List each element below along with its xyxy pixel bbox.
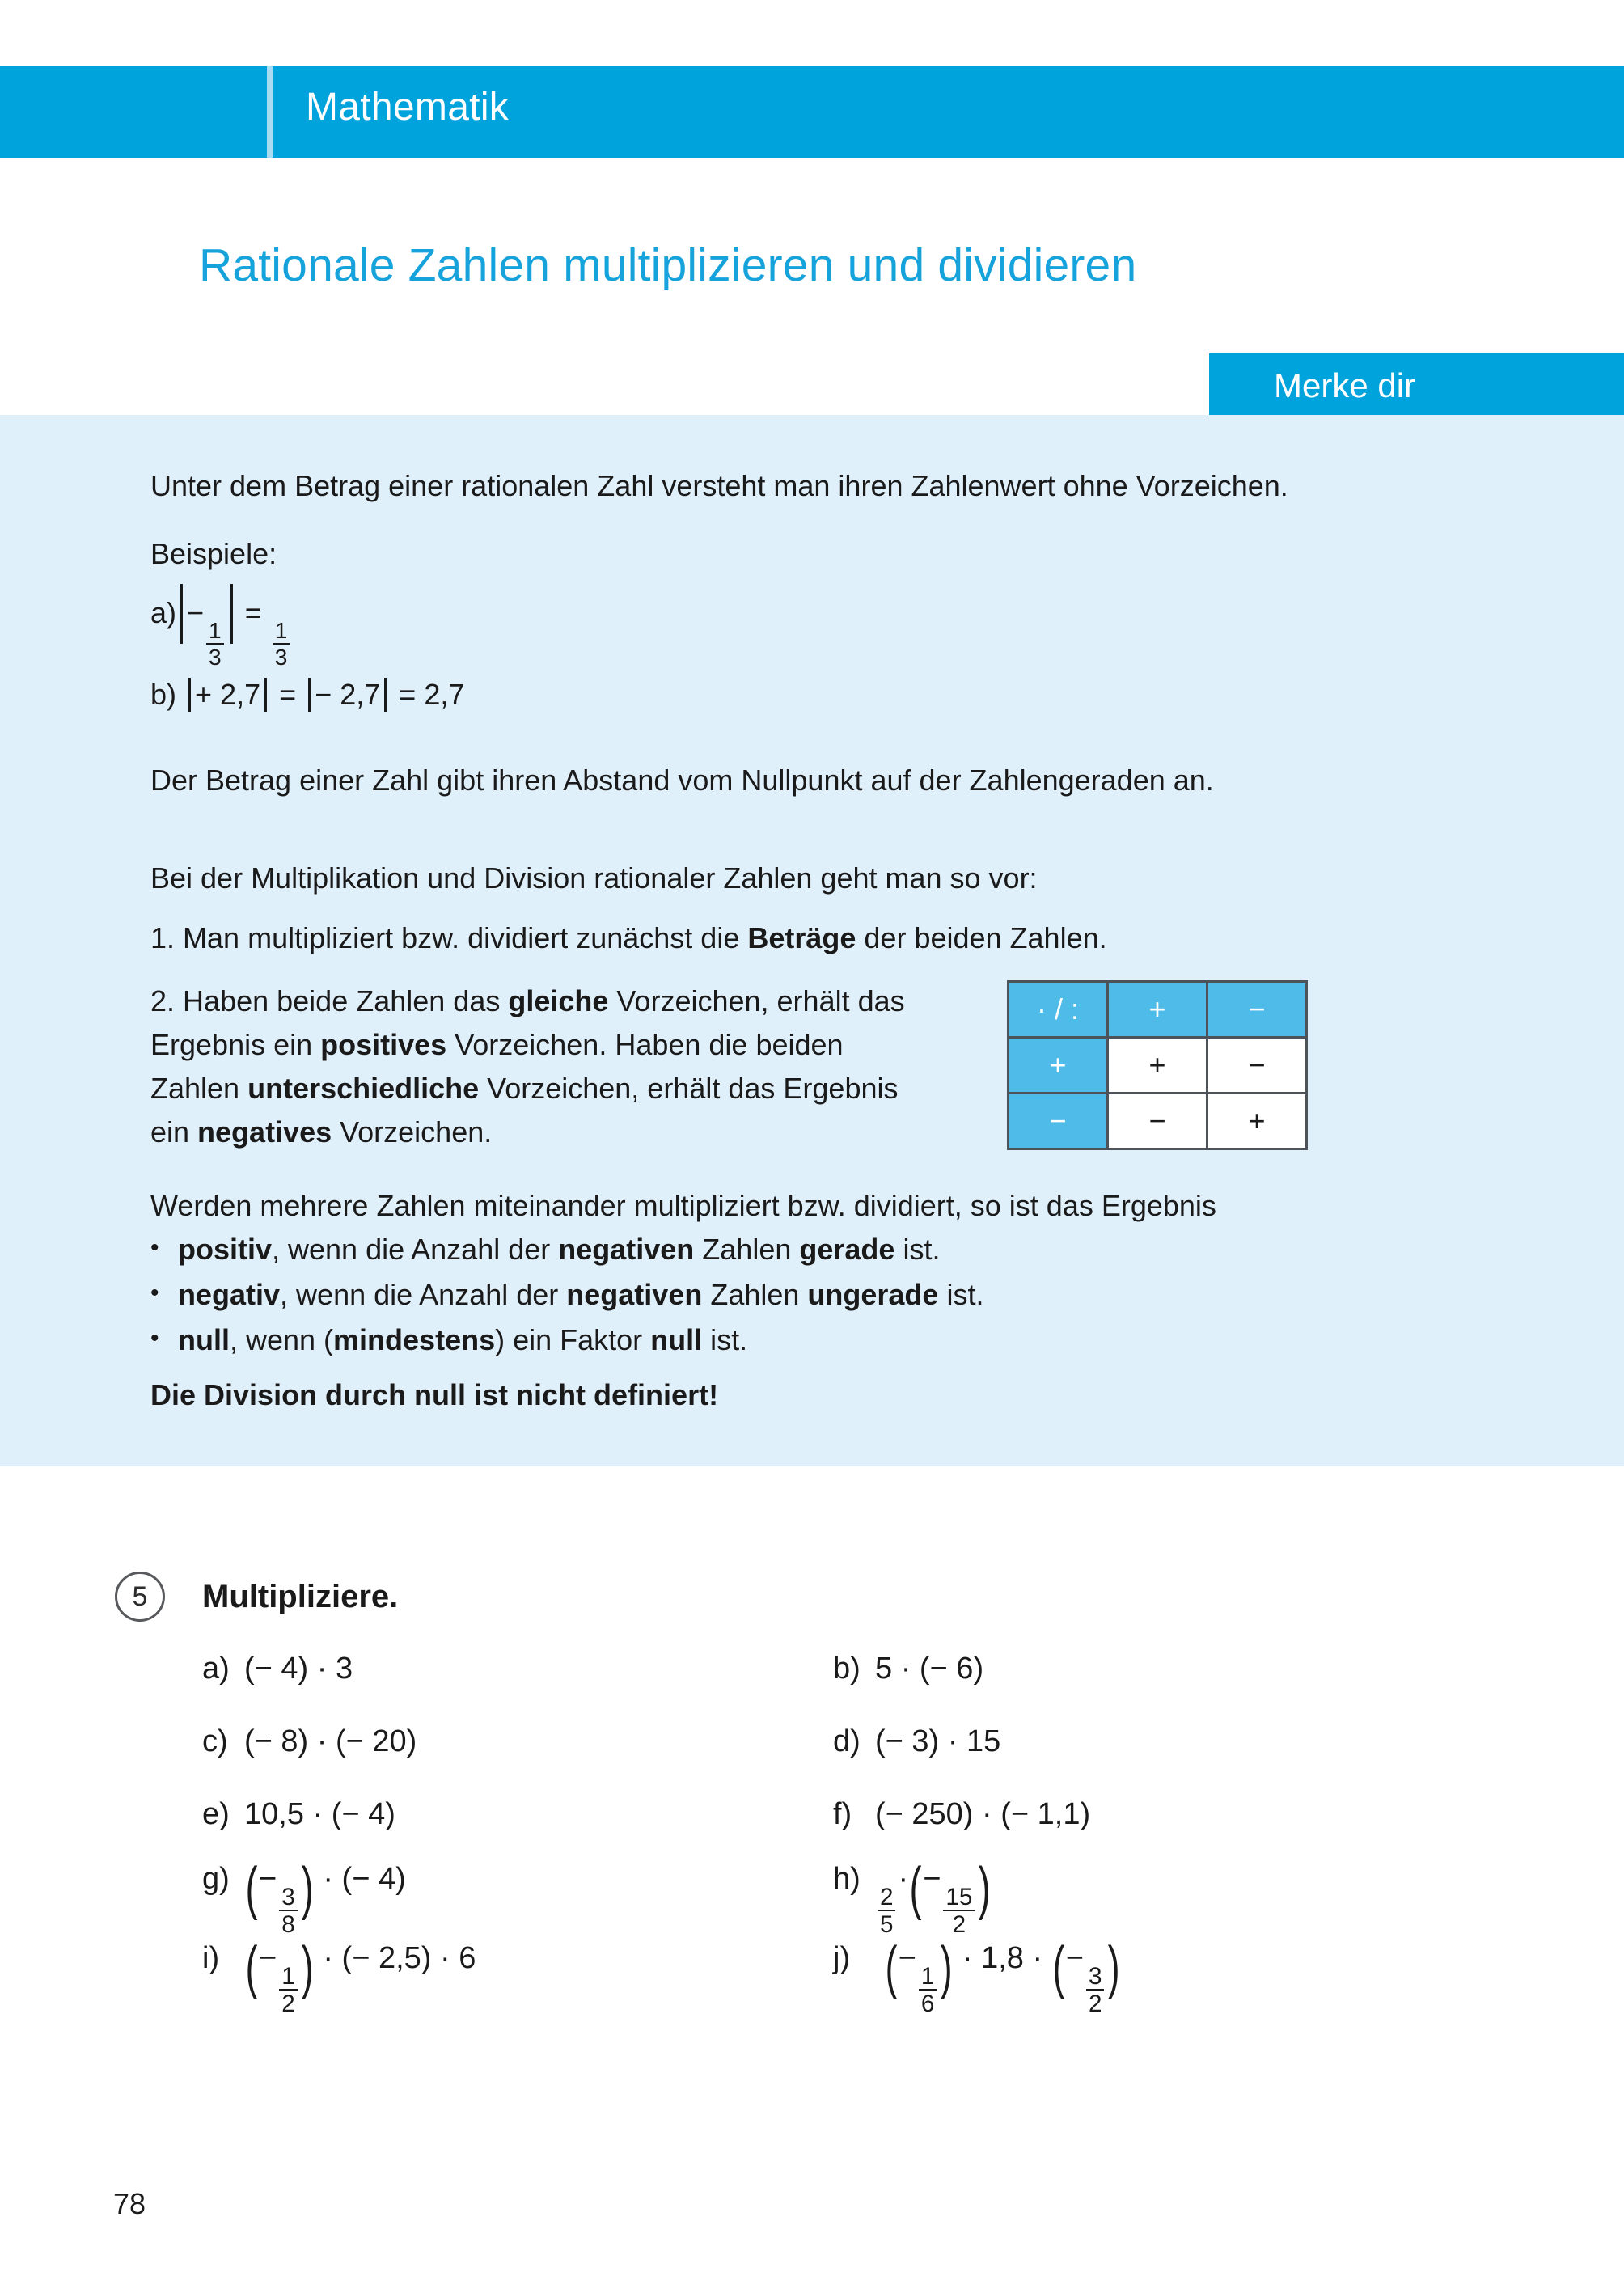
exercise-item-i (202, 1935, 476, 2018)
exercise-item-f (833, 1796, 1090, 1833)
bullet-0-part-2: Zahlen (694, 1233, 800, 1266)
exercise-item-a (202, 1650, 353, 1687)
paren-open: ( (245, 1935, 258, 2000)
exercise-h-fraction-1 (878, 1885, 895, 1937)
bullet-1-part-2: Zahlen (702, 1278, 808, 1311)
paren-close: ) (978, 1855, 991, 1921)
step-1-bold-1: Beträge (747, 921, 856, 954)
cell-plus-minus: − (1207, 1038, 1307, 1094)
merke-dir-badge (1209, 353, 1624, 415)
table-row (1009, 1094, 1307, 1149)
example-b-label: b) (150, 678, 177, 711)
abs-bar-open (180, 584, 183, 644)
bullet-item-negativ (178, 1273, 983, 1317)
division-by-zero-warning: Die Division durch null ist nicht definiert! (150, 1378, 719, 1411)
procedure-intro: Bei der Multiplikation und Division rationaler Zahlen geht man so vor: (150, 861, 1038, 895)
fraction-numerator: 3 (1086, 1965, 1104, 1991)
example-a-fraction-2 (273, 617, 290, 670)
example-a-equals: = (244, 596, 262, 629)
fraction-denominator: 6 (920, 1991, 935, 2018)
fraction-numerator: 1 (206, 620, 224, 645)
exercise-item-e (202, 1796, 395, 1833)
step-2-bold-1: gleiche (508, 984, 609, 1017)
procedure-step-1 (150, 916, 1107, 960)
exercise-item-d-expression: (− 3) · 15 (875, 1724, 1001, 1758)
merke-intro-text: Unter dem Betrag einer rationalen Zahl versteht man ihren Zahlenwert ohne Vorzeichen. (150, 469, 1288, 502)
example-b-equals-1: = (279, 678, 297, 711)
exercise-item-b-expression: 5 · (− 6) (875, 1652, 984, 1686)
example-b-value-2: − 2,7 (315, 678, 381, 711)
bullet-2-bold-3: null (650, 1323, 703, 1356)
table-header-plus: + (1108, 982, 1207, 1038)
subject-banner (0, 66, 1624, 158)
bullet-2-bold-2: mindestens (333, 1323, 496, 1356)
bullet-marker: • (150, 1280, 159, 1306)
exercise-item-f-label: f) (833, 1797, 852, 1831)
step-2-bold-4: negatives (197, 1115, 332, 1149)
exercise-item-g-label: g) (202, 1862, 230, 1896)
bullet-0-part-1: , wenn die Anzahl der (272, 1233, 559, 1266)
table-row (1009, 1038, 1307, 1094)
multiplication-dot: · (898, 1862, 909, 1896)
fraction-numerator: 3 (279, 1885, 297, 1912)
exercise-i-fraction (279, 1962, 297, 2018)
banner-divider (267, 66, 273, 158)
fraction-denominator: 8 (281, 1911, 295, 1939)
bullet-2-bold-1: null (178, 1323, 230, 1356)
bullet-1-bold-1: negativ (178, 1278, 281, 1311)
paren-open: ( (885, 1935, 898, 2000)
step-2-part-4: Vorzeichen, erhält das Ergebnis ein (150, 1072, 899, 1149)
bullet-1-bold-2: negativen (566, 1278, 703, 1311)
step-2-part-5: Vorzeichen. (332, 1115, 493, 1149)
exercise-j-fraction-1 (919, 1962, 937, 2018)
exercise-item-f-expression: (− 250) · (− 1,1) (875, 1797, 1091, 1831)
bullet-2-part-3: ist. (702, 1323, 748, 1356)
exercise-heading: Multipliziere. (202, 1579, 399, 1614)
multi-intro: Werden mehrere Zahlen miteinander multipliziert bzw. dividiert, so ist das Ergebnis (150, 1189, 1216, 1222)
exercise-i-tail: · (− 2,5) · 6 (323, 1941, 476, 1975)
step-2-bold-3: unterschiedliche (247, 1072, 480, 1105)
step-2-part-3: Vorzeichen. Haben die beiden Zahlen (150, 1028, 844, 1105)
step-1-part-1: Man multipliziert bzw. dividiert zunächst die (183, 921, 748, 954)
step-2-part-1: Haben beide Zahlen das (183, 984, 509, 1017)
step-2-part-2: Vorzeichen, erhält das Ergebnis ein (150, 984, 905, 1061)
exercise-j-fraction-2 (1086, 1962, 1104, 2018)
exercise-item-a-expression: (− 4) · 3 (244, 1652, 353, 1686)
fraction-numerator: 1 (279, 1965, 297, 1991)
exercise-item-j-label: j) (833, 1941, 851, 1975)
example-a-label: a) (150, 596, 177, 629)
exercise-item-e-expression: 10,5 · (− 4) (244, 1797, 395, 1831)
fraction-numerator: 1 (919, 1965, 937, 1991)
exercise-item-i-label: i) (202, 1941, 220, 1975)
table-header-operator: · / : (1009, 982, 1108, 1038)
paren-open: ( (909, 1855, 922, 1921)
cell-minus-plus: − (1108, 1094, 1207, 1149)
bullet-0-bold-3: gerade (799, 1233, 895, 1266)
bullet-item-null (178, 1318, 747, 1362)
row-header-minus: − (1009, 1094, 1108, 1149)
exercise-item-e-label: e) (202, 1797, 230, 1831)
minus-sign: − (898, 1941, 916, 1975)
examples-label: Beispiele: (150, 537, 277, 570)
fraction-numerator: 15 (943, 1885, 975, 1912)
example-b (150, 673, 464, 717)
step-2-number: 2. (150, 984, 176, 1017)
exercise-g-fraction (279, 1885, 297, 1937)
paren-close: ) (301, 1855, 314, 1921)
bullet-1-bold-3: ungerade (807, 1278, 939, 1311)
abs-bar-close (230, 584, 233, 644)
example-a-fraction-1 (206, 617, 224, 670)
table-header-minus: − (1207, 982, 1307, 1038)
paren-open: ( (1052, 1935, 1065, 2000)
paren-close: ) (301, 1935, 314, 2000)
example-a (150, 584, 292, 669)
exercise-h-fraction-2 (943, 1885, 975, 1937)
procedure-step-2 (150, 979, 911, 1154)
fraction-denominator: 3 (274, 644, 288, 670)
exercise-item-j (833, 1935, 1122, 2018)
bullet-2-part-2: ) ein Faktor (495, 1323, 651, 1356)
bullet-marker: • (150, 1325, 159, 1352)
bullet-0-bold-2: negativen (558, 1233, 695, 1266)
paren-close: ) (1108, 1935, 1120, 2000)
bullet-2-part-1: , wenn ( (229, 1323, 334, 1356)
exercise-item-g (202, 1855, 406, 1939)
fraction-denominator: 3 (209, 644, 222, 670)
fraction-denominator: 2 (281, 1991, 295, 2018)
example-b-result: 2,7 (424, 678, 465, 711)
step-1-part-2: der beiden Zahlen. (856, 921, 1107, 954)
example-b-value-1: + 2,7 (195, 678, 261, 711)
minus-sign: − (259, 1862, 277, 1896)
page-number: 78 (113, 2187, 146, 2220)
paren-close: ) (940, 1935, 953, 2000)
abs-bar-close (264, 678, 267, 712)
exercise-item-d-label: d) (833, 1724, 861, 1758)
subject-title: Mathematik (306, 86, 510, 129)
exercise-item-c-label: c) (202, 1724, 228, 1758)
fraction-numerator: 1 (273, 620, 290, 645)
exercise-item-d (833, 1723, 1000, 1760)
exercise-item-c-expression: (− 8) · (− 20) (244, 1724, 417, 1758)
distance-sentence: Der Betrag einer Zahl gibt ihren Abstand vom Nullpunkt auf der Zahlengeraden an. (150, 764, 1214, 797)
bullet-1-part-3: ist. (938, 1278, 984, 1311)
example-b-equals-2: = (399, 678, 417, 711)
sign-rules-table (1007, 980, 1308, 1150)
exercise-item-h (833, 1855, 992, 1939)
bullet-0-bold-1: positiv (178, 1233, 273, 1266)
exercise-item-a-label: a) (202, 1652, 230, 1686)
example-a-minus: − (187, 596, 205, 629)
minus-sign: − (259, 1941, 277, 1975)
exercise-g-tail: · (− 4) (323, 1862, 406, 1896)
abs-bar-close (384, 678, 387, 712)
exercise-item-h-label: h) (833, 1862, 861, 1896)
fraction-denominator: 2 (952, 1911, 966, 1939)
minus-sign: − (923, 1862, 941, 1896)
exercise-item-b (833, 1650, 983, 1687)
step-2-bold-2: positives (320, 1028, 447, 1061)
bullet-1-part-1: , wenn die Anzahl der (280, 1278, 567, 1311)
fraction-denominator: 2 (1088, 1991, 1102, 2018)
step-1-number: 1. (150, 921, 176, 954)
exercise-item-c (202, 1723, 417, 1760)
bullet-marker: • (150, 1234, 159, 1261)
row-header-plus: + (1009, 1038, 1108, 1094)
minus-sign: − (1065, 1941, 1084, 1975)
abs-bar-open (188, 678, 191, 712)
exercise-number-badge: 5 (115, 1572, 165, 1622)
bullet-0-part-3: ist. (894, 1233, 941, 1266)
abs-bar-open (308, 678, 311, 712)
fraction-numerator: 2 (878, 1885, 895, 1912)
fraction-denominator: 5 (880, 1911, 894, 1939)
exercise-j-middle: · 1,8 · (962, 1941, 1043, 1975)
page-title: Rationale Zahlen multiplizieren und dividieren (199, 239, 1137, 291)
bullet-item-positiv (178, 1228, 940, 1271)
cell-minus-minus: + (1207, 1094, 1307, 1149)
merke-dir-label: Merke dir (1274, 366, 1416, 404)
table-header-row (1009, 982, 1307, 1038)
paren-open: ( (245, 1855, 258, 1921)
cell-plus-plus: + (1108, 1038, 1207, 1094)
exercise-item-b-label: b) (833, 1652, 861, 1686)
